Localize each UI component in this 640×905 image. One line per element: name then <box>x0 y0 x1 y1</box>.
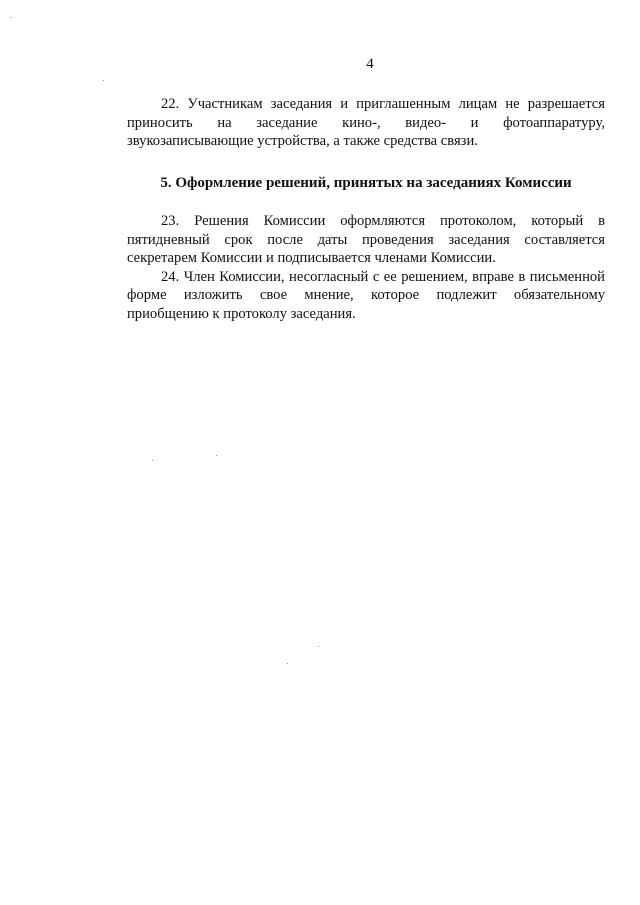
scan-speck <box>318 646 319 647</box>
scan-speck <box>287 663 288 664</box>
paragraphs-23-24-block <box>127 212 605 323</box>
paragraph-23: 23. Решения Комиссии оформляются протоколом, который в пятидневный срок после даты проведения заседания составляется секретарем Комиссии и подписывается членами Комиссии. <box>127 213 605 266</box>
section-heading: 5. Оформление решений, принятых на заседаниях Комиссии <box>160 175 572 191</box>
paragraph-22: 22. Участникам заседания и приглашенным лицам не разрешается приносить на заседание кино-, видео- и фотоаппаратуру, звукозаписывающие устройства, а также средства связи. <box>127 96 605 149</box>
scan-speck <box>103 80 104 81</box>
scan-speck <box>10 17 11 18</box>
paragraph-24: 24. Член Комиссии, несогласный с ее решением, вправе в письменной форме изложить свое мнение, которое подлежит обязательному приобщению к протоколу заседания. <box>127 268 605 322</box>
scan-speck <box>152 460 153 461</box>
page-number: 4 <box>366 56 374 72</box>
scan-speck <box>216 455 217 456</box>
paragraph-22-block <box>127 95 605 151</box>
